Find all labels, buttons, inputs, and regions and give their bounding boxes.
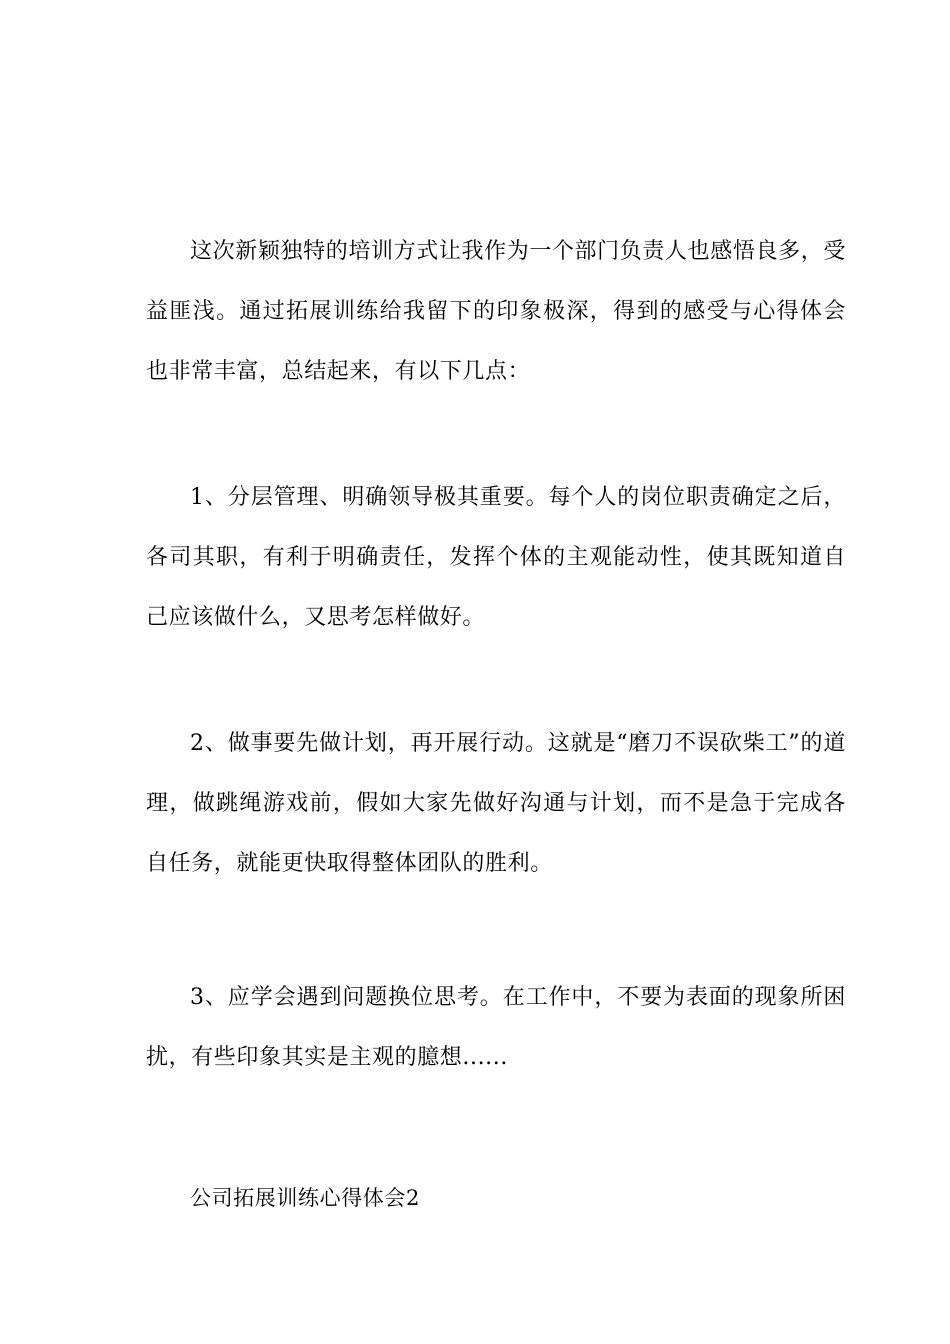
point-2-paragraph: 2、做事要先做计划，再开展行动。这就是“磨刀不误砍柴工”的道理，做跳绳游戏前，假如大家先做好沟通与计划，而不是急于完成各自任务，就能更快取得整体团队的胜利。 bbox=[146, 731, 846, 876]
point-1-paragraph: 1、分层管理、明确领导极其重要。每个人的岗位职责确定之后，各司其职，有利于明确责任，发挥个体的主观能动性，使其既知道自己应该做什么，又思考怎样做好。 bbox=[146, 485, 846, 630]
intro-paragraph: 这次新颖独特的培训方式让我作为一个部门负责人也感悟良多，受益匪浅。通过拓展训练给我留下的印象极深，得到的感受与心得体会也非常丰富，总结起来，有以下几点： bbox=[146, 239, 846, 384]
section-title: 公司拓展训练心得体会2 bbox=[190, 1186, 420, 1210]
point-3-paragraph: 3、应学会遇到问题换位思考。在工作中，不要为表面的现象所困扰，有些印象其实是主观的臆想...... bbox=[146, 985, 846, 1070]
